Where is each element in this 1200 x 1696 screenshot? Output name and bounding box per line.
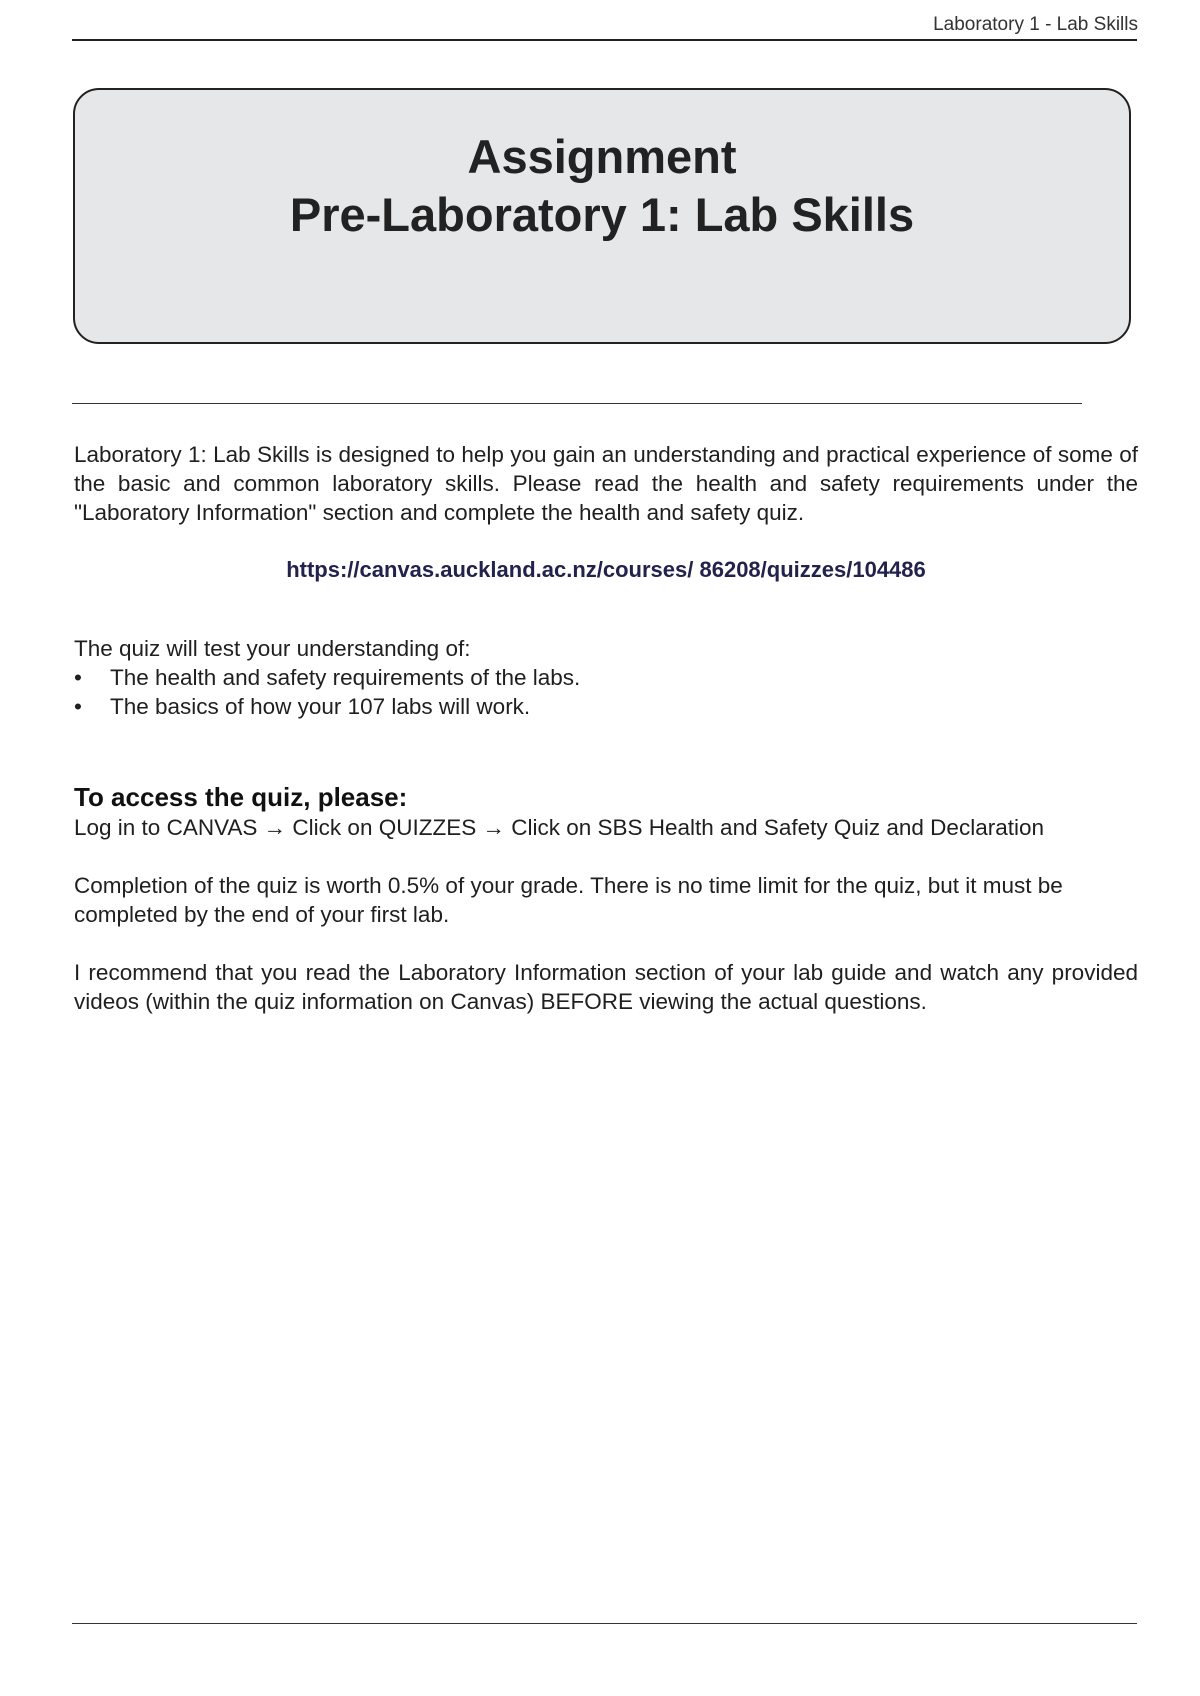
title-assignment: Assignment <box>467 130 737 183</box>
running-header: Laboratory 1 - Lab Skills <box>933 14 1138 35</box>
footer-rule <box>72 1623 1137 1624</box>
main-content <box>74 440 1138 1016</box>
access-heading: To access the quiz, please: <box>74 782 408 812</box>
section-divider <box>72 403 1082 404</box>
list-item-text: The basics of how your 107 labs will work. <box>110 694 531 719</box>
bullet-icon: • <box>74 694 82 719</box>
list-item <box>74 692 1138 721</box>
title-pre-lab: Pre-Laboratory 1: Lab Skills <box>289 188 915 241</box>
quiz-topics-list <box>74 663 1138 721</box>
completion-paragraph: Completion of the quiz is worth 0.5% of your grade. There is no time limit for the quiz, but it must be completed by the end of your first lab. <box>74 873 1063 927</box>
quiz-url-link[interactable]: https://canvas.auckland.ac.nz/courses/ 86208/quizzes/104486 <box>286 557 926 582</box>
quiz-intro-text: The quiz will test your understanding of: <box>74 636 471 661</box>
header-rule <box>72 39 1137 41</box>
list-item <box>74 663 1138 692</box>
list-item-text: The health and safety requirements of the labs. <box>110 665 581 690</box>
recommendation-paragraph: I recommend that you read the Laboratory Information section of your lab guide and watch any provided videos (within the quiz information on Canvas) BEFORE viewing the actual questions. <box>74 960 1138 1014</box>
access-steps: Log in to CANVAS → Click on QUIZZES → Click on SBS Health and Safety Quiz and Declaration <box>74 815 1044 840</box>
title-box <box>73 88 1131 344</box>
bullet-icon: • <box>74 665 82 690</box>
intro-paragraph: Laboratory 1: Lab Skills is designed to help you gain an understanding and practical experience of some of the basic and common laboratory skills. Please read the health and safety requirements under the "Laboratory Information" section and complete the health and safety quiz. <box>74 442 1138 525</box>
